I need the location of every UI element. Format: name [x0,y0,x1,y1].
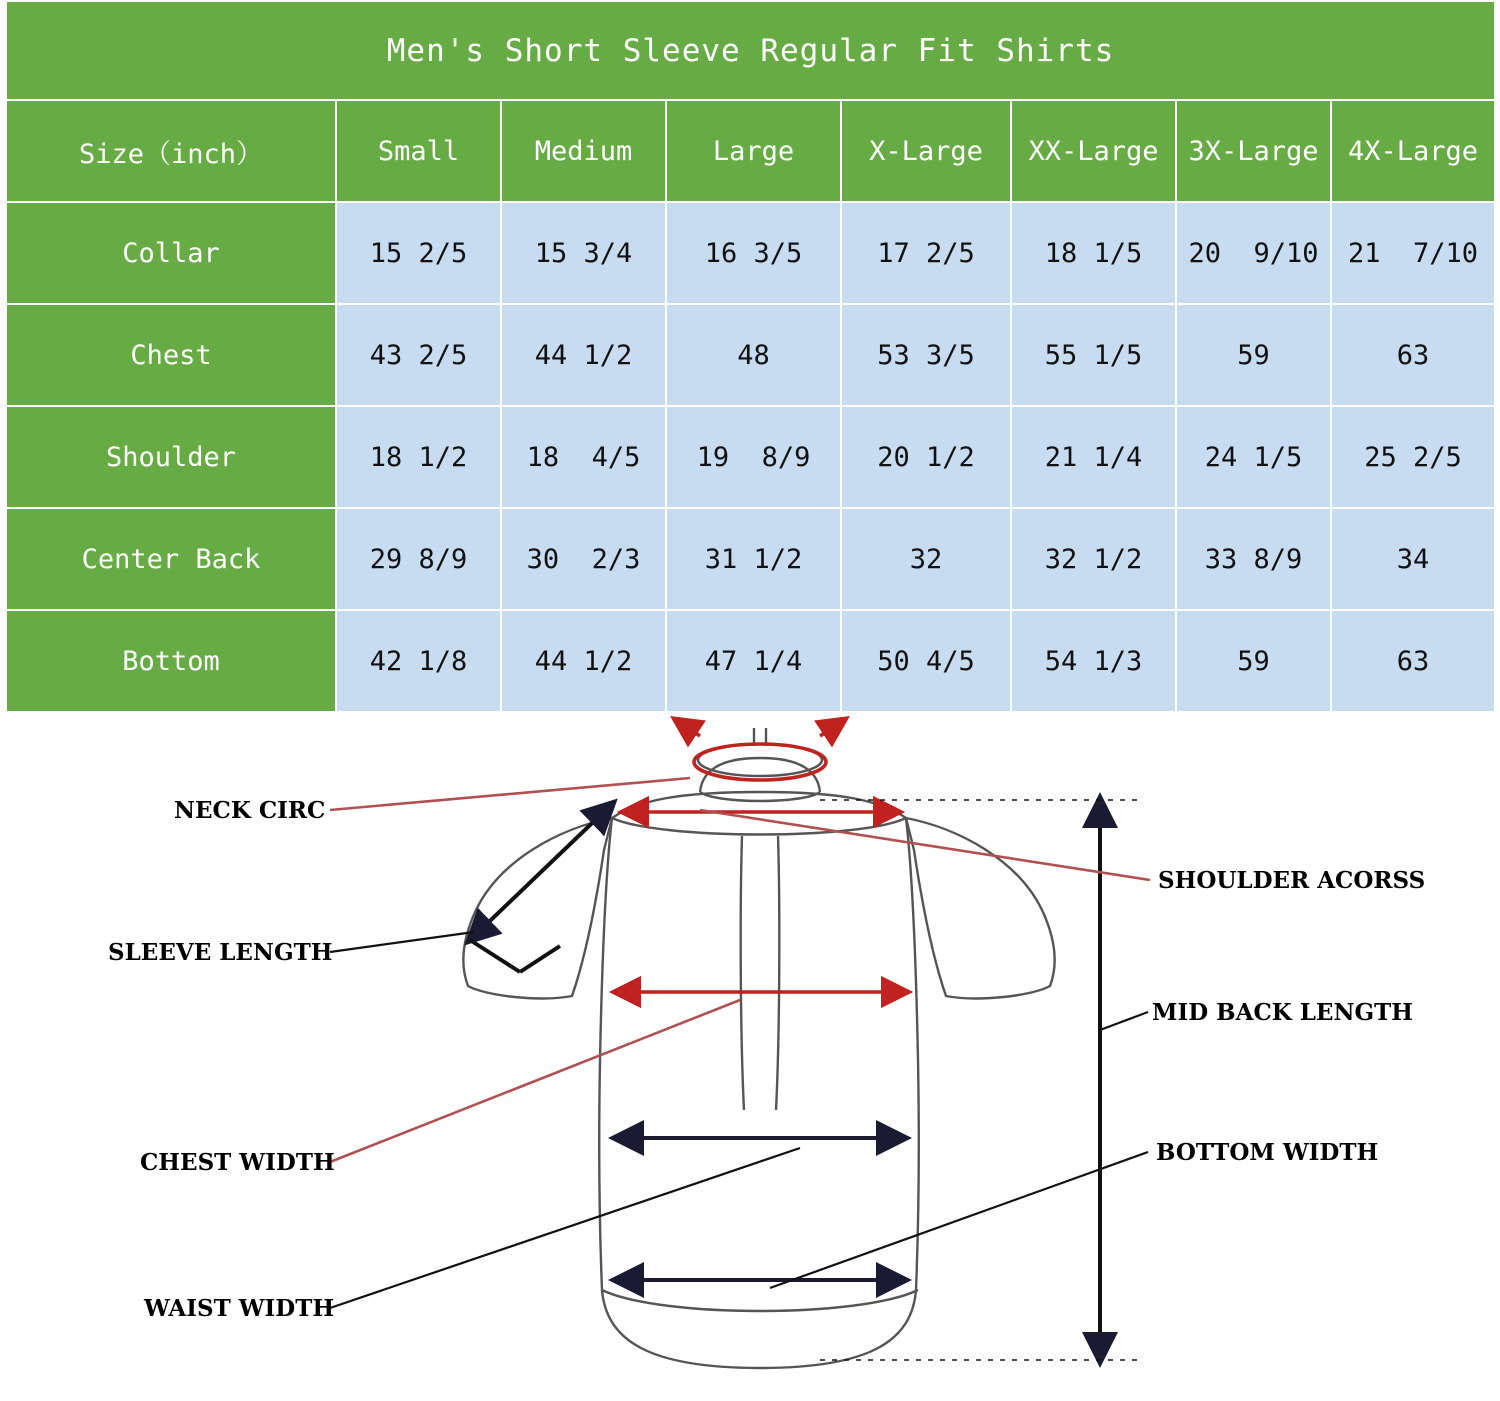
table-header-row [6,100,1495,202]
table-row [6,406,1495,508]
cell-shoulder-large: 19 8/9 [666,406,841,508]
cell-center-back-medium: 30 2/3 [501,508,666,610]
table-row [6,610,1495,712]
cell-shoulder-xx-large: 21 1/4 [1011,406,1176,508]
column-header-size: Size（inch） [6,100,336,202]
cell-center-back-large: 31 1/2 [666,508,841,610]
cell-center-back-3x-large: 33 8/9 [1176,508,1331,610]
table-row [6,202,1495,304]
measurement-diagram [0,700,1500,1401]
cell-collar-small: 15 2/5 [336,202,501,304]
row-header-collar: Collar [6,202,336,304]
cell-collar-4x-large: 21 7/10 [1331,202,1495,304]
cell-chest-x-large: 53 3/5 [841,304,1011,406]
column-header-4x-large: 4X-Large [1331,100,1495,202]
cell-chest-4x-large: 63 [1331,304,1495,406]
column-header-large: Large [666,100,841,202]
size-chart-table [5,0,1496,713]
cell-center-back-4x-large: 34 [1331,508,1495,610]
cell-chest-medium: 44 1/2 [501,304,666,406]
column-header-medium: Medium [501,100,666,202]
label-mid-back-length: MID BACK LENGTH [1152,999,1413,1026]
label-neck-circ: NECK CIRC [174,797,326,824]
cell-chest-xx-large: 55 1/5 [1011,304,1176,406]
column-header-3x-large: 3X-Large [1176,100,1331,202]
cell-shoulder-small: 18 1/2 [336,406,501,508]
bottom-leader-line [770,1152,1148,1288]
label-sleeve-length: SLEEVE LENGTH [108,939,333,966]
cell-chest-3x-large: 59 [1176,304,1331,406]
waist-leader-line [330,1148,800,1308]
cell-shoulder-medium: 18 4/5 [501,406,666,508]
shoulder-leader-line [700,810,1150,880]
column-header-xx-large: XX-Large [1011,100,1176,202]
row-header-shoulder: Shoulder [6,406,336,508]
cell-shoulder-4x-large: 25 2/5 [1331,406,1495,508]
cell-collar-x-large: 17 2/5 [841,202,1011,304]
table-row [6,508,1495,610]
cell-center-back-x-large: 32 [841,508,1011,610]
cell-bottom-4x-large: 63 [1331,610,1495,712]
column-header-small: Small [336,100,501,202]
label-chest-width: CHEST WIDTH [140,1149,335,1176]
shirt-illustration [463,728,1054,1368]
sleeve-measure-arrow [470,804,612,972]
mid-back-leader-line [1100,1012,1148,1030]
cell-collar-xx-large: 18 1/5 [1011,202,1176,304]
table-row [6,304,1495,406]
cell-collar-large: 16 3/5 [666,202,841,304]
label-shoulder-across: SHOULDER ACORSS [1158,867,1426,894]
label-bottom-width: BOTTOM WIDTH [1156,1139,1379,1166]
neck-measure-arrow [676,720,844,780]
row-header-center-back: Center Back [6,508,336,610]
mid-back-length-arrow [820,800,1140,1360]
cell-bottom-x-large: 50 4/5 [841,610,1011,712]
cell-shoulder-x-large: 20 1/2 [841,406,1011,508]
cell-center-back-small: 29 8/9 [336,508,501,610]
row-header-chest: Chest [6,304,336,406]
cell-bottom-xx-large: 54 1/3 [1011,610,1176,712]
cell-bottom-medium: 44 1/2 [501,610,666,712]
sleeve-leader-line [330,932,474,952]
cell-bottom-small: 42 1/8 [336,610,501,712]
cell-shoulder-3x-large: 24 1/5 [1176,406,1331,508]
cell-center-back-xx-large: 32 1/2 [1011,508,1176,610]
cell-collar-medium: 15 3/4 [501,202,666,304]
cell-bottom-3x-large: 59 [1176,610,1331,712]
cell-bottom-large: 47 1/4 [666,610,841,712]
page-title: Men's Short Sleeve Regular Fit Shirts [6,1,1495,100]
row-header-bottom: Bottom [6,610,336,712]
table-title-row [6,1,1495,100]
cell-collar-3x-large: 20 9/10 [1176,202,1331,304]
column-header-x-large: X-Large [841,100,1011,202]
cell-chest-small: 43 2/5 [336,304,501,406]
cell-chest-large: 48 [666,304,841,406]
label-waist-width: WAIST WIDTH [144,1295,335,1322]
